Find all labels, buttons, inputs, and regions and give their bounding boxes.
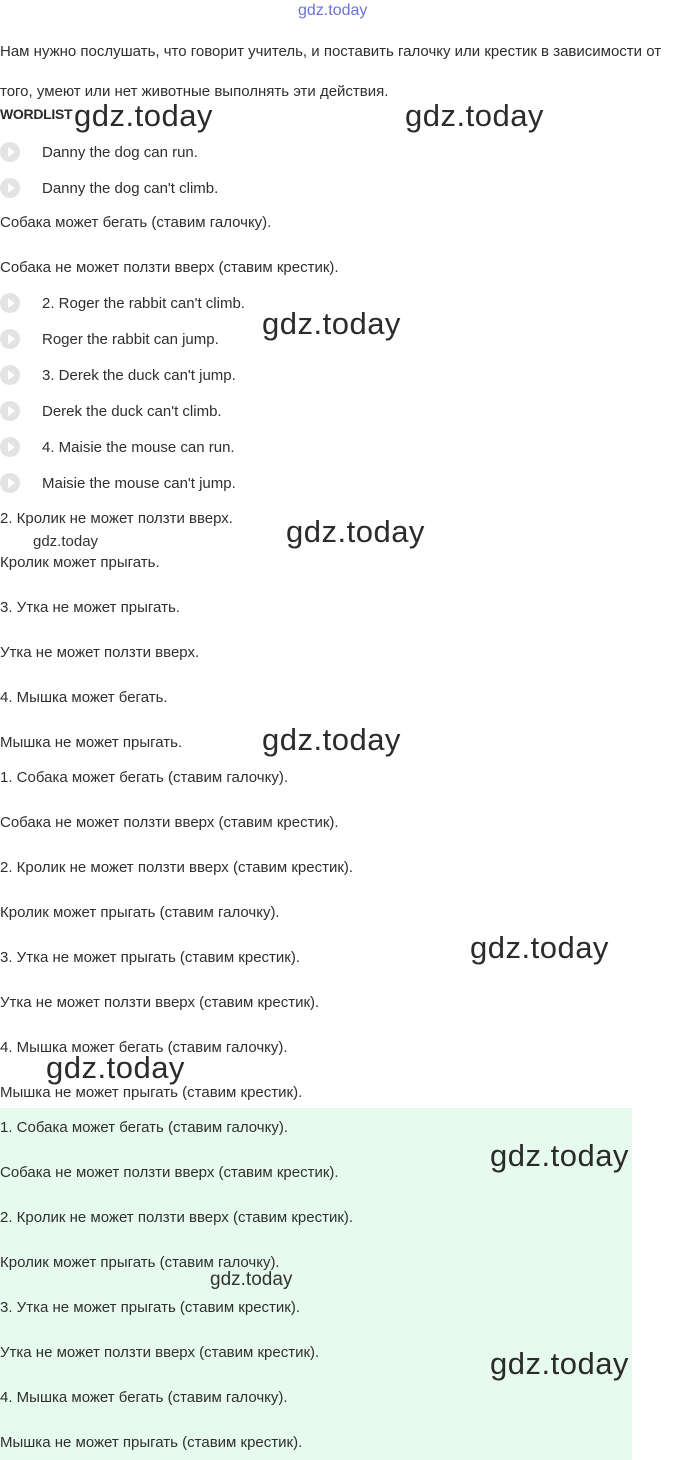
answer-line: Кролик может прыгать (ставим галочку). xyxy=(0,904,280,921)
audio-item xyxy=(0,436,235,458)
audio-item-text: 3. Derek the duck can't jump. xyxy=(42,366,236,384)
audio-item xyxy=(0,364,236,386)
answer-line: Мышка не может прыгать (ставим крестик). xyxy=(0,1084,303,1101)
translation-line: Мышка не может прыгать. xyxy=(0,734,183,751)
translation-line: Собака может бегать (ставим галочку). xyxy=(0,214,272,231)
watermark: gdz.today xyxy=(262,722,401,757)
watermark: gdz.today xyxy=(405,98,544,133)
answer-line-highlighted: Мышка не может прыгать (ставим крестик). xyxy=(0,1434,303,1451)
play-icon[interactable] xyxy=(0,473,20,493)
audio-item-text: 2. Roger the rabbit can't climb. xyxy=(42,294,245,312)
audio-item-text: Danny the dog can run. xyxy=(42,143,198,161)
play-icon[interactable] xyxy=(0,401,20,421)
audio-item-text: Maisie the mouse can't jump. xyxy=(42,474,236,492)
audio-item xyxy=(0,141,198,163)
play-icon[interactable] xyxy=(0,365,20,385)
answer-line: Собака не может ползти вверх (ставим крестик). xyxy=(0,814,339,831)
translation-line: Утка не может ползти вверх. xyxy=(0,644,200,661)
answer-line-highlighted: Кролик может прыгать (ставим галочку). xyxy=(0,1254,280,1271)
translation-line: 2. Кролик не может ползти вверх. xyxy=(0,510,233,527)
answer-line: 3. Утка не может прыгать (ставим крестик). xyxy=(0,949,301,966)
answer-line: 2. Кролик не может ползти вверх (ставим крестик). xyxy=(0,859,354,876)
answer-line: Утка не может ползти вверх (ставим крестик). xyxy=(0,994,320,1011)
task-description: Нам нужно послушать, что говорит учитель, и поставить галочку или крестик в зависимости от того, умеют или нет животные выполнять эти действия. xyxy=(0,43,662,100)
answer-line: 1. Собака может бегать (ставим галочку). xyxy=(0,769,289,786)
audio-item xyxy=(0,177,218,199)
translation-line: 3. Утка не может прыгать. xyxy=(0,599,180,616)
answer-line-highlighted: 1. Собака может бегать (ставим галочку). xyxy=(0,1119,289,1136)
watermark: gdz.today xyxy=(262,306,401,341)
watermark-small: gdz.today xyxy=(210,1269,293,1290)
play-icon[interactable] xyxy=(0,178,20,198)
answer-line: 4. Мышка может бегать (ставим галочку). xyxy=(0,1039,288,1056)
watermark: gdz.today xyxy=(74,98,213,133)
watermark: gdz.today xyxy=(46,1050,185,1085)
watermark-small: gdz.today xyxy=(33,533,99,550)
watermark: gdz.today xyxy=(470,930,609,965)
audio-item-text: Danny the dog can't climb. xyxy=(42,179,219,197)
answer-line-highlighted: Утка не может ползти вверх (ставим крестик). xyxy=(0,1344,320,1361)
play-icon[interactable] xyxy=(0,329,20,349)
audio-item xyxy=(0,472,236,494)
play-icon[interactable] xyxy=(0,142,20,162)
translation-line: Кролик может прыгать. xyxy=(0,554,160,571)
play-icon[interactable] xyxy=(0,437,20,457)
audio-item xyxy=(0,328,219,350)
audio-item xyxy=(0,400,222,422)
watermark: gdz.today xyxy=(490,1346,629,1381)
translation-line: 4. Мышка может бегать. xyxy=(0,689,168,706)
answer-line-highlighted: 3. Утка не может прыгать (ставим крестик). xyxy=(0,1299,301,1316)
watermark: gdz.today xyxy=(490,1138,629,1173)
watermark: gdz.today xyxy=(286,514,425,549)
translation-line: Собака не может ползти вверх (ставим крестик). xyxy=(0,259,339,276)
answer-line-highlighted: Собака не может ползти вверх (ставим крестик). xyxy=(0,1164,339,1181)
answer-line-highlighted: 2. Кролик не может ползти вверх (ставим крестик). xyxy=(0,1209,354,1226)
watermark-top: gdz.today xyxy=(298,2,368,19)
audio-item-text: Derek the duck can't climb. xyxy=(42,402,222,420)
audio-item xyxy=(0,292,245,314)
answer-line-highlighted: 4. Мышка может бегать (ставим галочку). xyxy=(0,1389,288,1406)
wordlist-label: WORDLIST xyxy=(0,106,73,122)
audio-item-text: 4. Maisie the mouse can run. xyxy=(42,438,235,456)
audio-item-text: Roger the rabbit can jump. xyxy=(42,330,219,348)
play-icon[interactable] xyxy=(0,293,20,313)
